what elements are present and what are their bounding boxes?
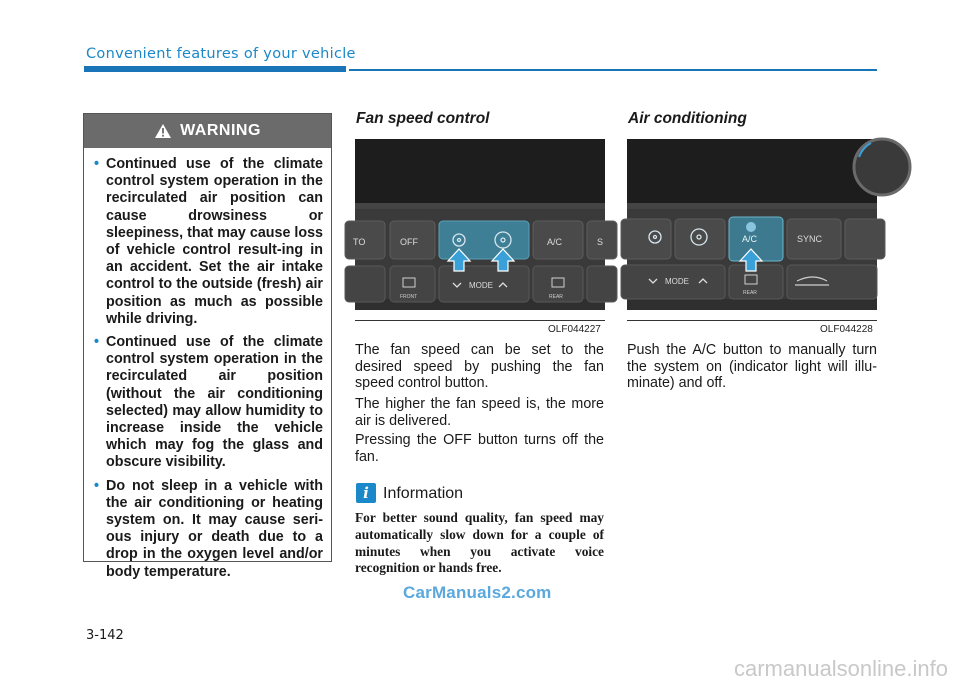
fan-speed-paragraph-1: The fan speed can be set to the desired speed by pushing the fan speed control button.	[355, 342, 604, 392]
figure-code: OLF044227	[548, 324, 601, 335]
section-title: Convenient features of your vehicle	[86, 46, 356, 62]
figure-rule	[627, 320, 877, 321]
fan-speed-figure	[355, 139, 605, 310]
ac-indicator-light-icon	[746, 222, 756, 232]
warning-list	[84, 148, 331, 581]
panel-label-cut-left: TO	[353, 237, 366, 247]
panel-label-front: FRONT	[400, 294, 418, 300]
figure-rule	[355, 320, 605, 321]
warning-header	[84, 114, 331, 148]
header-rule-thin	[349, 69, 877, 71]
air-conditioning-figure	[627, 139, 877, 310]
air-conditioning-heading: Air conditioning	[628, 110, 747, 127]
panel-label-cut-right: S	[597, 237, 604, 247]
information-icon: i	[356, 483, 376, 503]
panel-label-sync: SYNC	[797, 234, 823, 244]
air-conditioning-paragraph: Push the A/C button to manually turn the system on (indicator light will illu-minate) and off.	[627, 342, 877, 392]
panel-label-ac: A/C	[742, 234, 758, 244]
fan-speed-paragraph-2: The higher the fan speed is, the more air is delivered.	[355, 396, 604, 429]
watermark-bottom[interactable]: carmanualsonline.info	[733, 656, 948, 681]
warning-item: • Continued use of the climate control system operation in the recirculated air position can cause drowsiness or sleepiness, that may cause loss of vehicle control result-ing in an accident. Set the air intake control to the outside (fresh) air position as much as possible while driving.	[94, 156, 323, 328]
panel-label-mode: MODE	[469, 281, 493, 290]
warning-item: • Do not sleep in a vehicle with the air conditioning or heating system on. It may cause seri-ous injury or death due to a drop in the oxygen level and/or body temperature.	[94, 478, 323, 581]
page-number: 3-142	[86, 628, 124, 643]
panel-label-rear: REAR	[549, 294, 563, 300]
header-rule-thick	[84, 66, 346, 72]
panel-label-ac: A/C	[547, 237, 563, 247]
panel-label-mode: MODE	[665, 277, 689, 286]
panel-label-rear: REAR	[743, 290, 757, 296]
information-title: Information	[383, 485, 464, 502]
fan-speed-paragraph-3: Pressing the OFF button turns off the fan.	[355, 432, 604, 465]
warning-item: • Continued use of the climate control system operation in the recirculated air position (without the air conditioning selected) may allow humidity to increase inside the vehicle which may fog the glass and obscure visibility.	[94, 334, 323, 472]
panel-label-off: OFF	[400, 237, 418, 247]
watermark-top[interactable]: CarManuals2.com	[403, 583, 552, 602]
information-text: For better sound quality, fan speed may automatically slow down for a couple of minutes when you activate voice recognition or hands free.	[355, 510, 604, 576]
warning-title: WARNING	[180, 122, 261, 139]
fan-speed-heading: Fan speed control	[356, 110, 490, 127]
warning-box	[83, 113, 332, 580]
warning-triangle-icon	[154, 123, 172, 139]
figure-code: OLF044228	[820, 324, 873, 335]
